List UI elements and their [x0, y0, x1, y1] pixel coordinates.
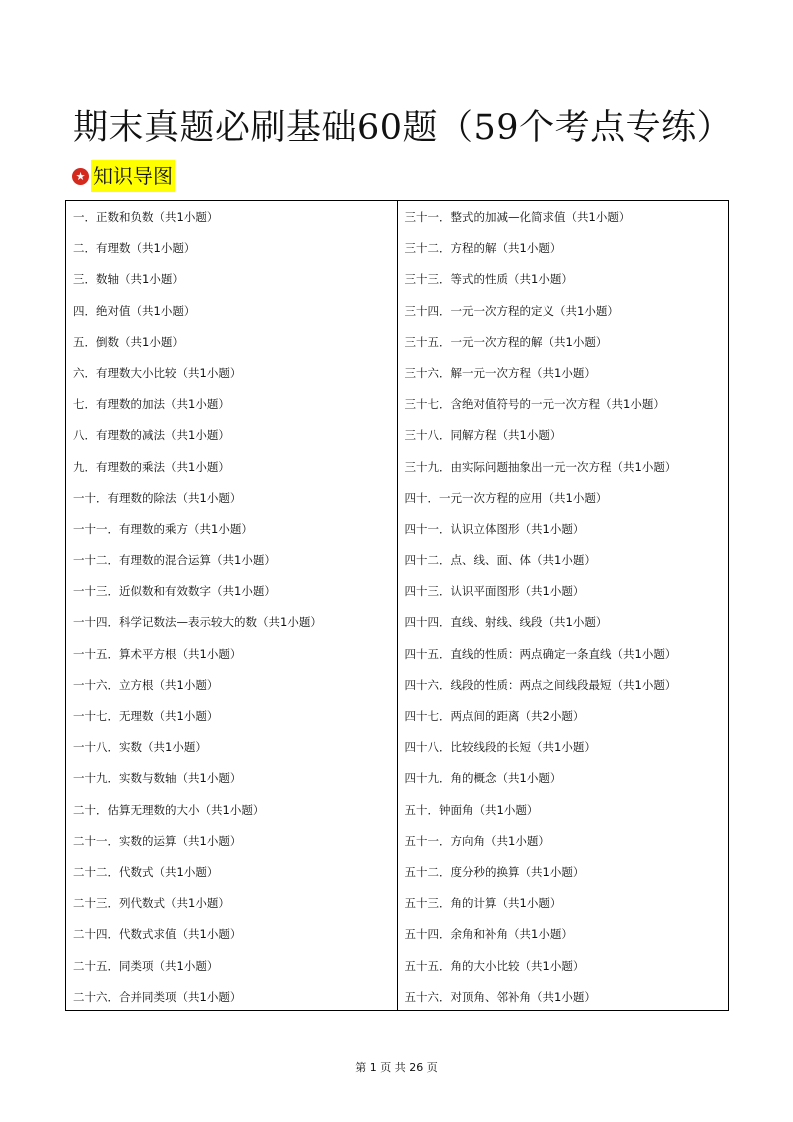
toc-item: 三十四．一元一次方程的定义（共1小题）	[404, 303, 619, 318]
toc-item: 三十九．由实际问题抽象出一元一次方程（共1小题）	[404, 459, 677, 474]
toc-item: 五十二．度分秒的换算（共1小题）	[404, 864, 585, 879]
toc-item: 二十．估算无理数的大小（共1小题）	[73, 802, 265, 817]
section-label: 知识导图	[91, 160, 175, 192]
toc-item: 四十．一元一次方程的应用（共1小题）	[404, 490, 608, 505]
toc-item: 三十五．一元一次方程的解（共1小题）	[404, 334, 608, 349]
toc-column-left	[66, 201, 398, 1010]
star-icon: ★	[72, 168, 89, 185]
toc-item: 五十一．方向角（共1小题）	[404, 833, 550, 848]
toc-column-right	[398, 201, 729, 1010]
toc-item: 四十九．角的概念（共1小题）	[404, 771, 562, 786]
toc-item: 四十五．直线的性质：两点确定一条直线（共1小题）	[404, 646, 677, 661]
page-title: 期末真题必刷基础60题（59个考点专练）	[73, 108, 733, 148]
toc-item: 四十六．线段的性质：两点之间线段最短（共1小题）	[404, 677, 677, 692]
toc-item: 二．有理数（共1小题）	[73, 241, 196, 256]
toc-item: 三．数轴（共1小题）	[73, 272, 184, 287]
section-heading	[72, 160, 175, 192]
toc-item: 四十八．比较线段的长短（共1小题）	[404, 740, 596, 755]
toc-item: 八．有理数的减法（共1小题）	[73, 428, 230, 443]
toc-item: 二十六．合并同类项（共1小题）	[73, 989, 242, 1004]
toc-item: 一十二．有理数的混合运算（共1小题）	[73, 553, 276, 568]
toc-item: 九．有理数的乘法（共1小题）	[73, 459, 230, 474]
toc-item: 三十一．整式的加减—化简求值（共1小题）	[404, 210, 631, 224]
toc-item: 一十一．有理数的乘方（共1小题）	[73, 521, 253, 536]
toc-item: 二十一．实数的运算（共1小题）	[73, 833, 242, 848]
toc-item: 五十．钟面角（共1小题）	[404, 802, 539, 817]
page-footer: 第 1 页 共 26 页	[355, 1061, 438, 1074]
toc-item: 三十三．等式的性质（共1小题）	[404, 272, 573, 287]
toc-item: 一十三．近似数和有效数字（共1小题）	[73, 584, 276, 599]
toc-item: 三十二．方程的解（共1小题）	[404, 241, 562, 256]
toc-item: 七．有理数的加法（共1小题）	[73, 397, 230, 412]
toc-item: 一十八．实数（共1小题）	[73, 740, 207, 755]
toc-item: 二十二．代数式（共1小题）	[73, 864, 219, 879]
toc-item: 五十三．角的计算（共1小题）	[404, 896, 562, 911]
toc-item: 二十五．同类项（共1小题）	[73, 958, 219, 973]
toc-item: 一十五．算术平方根（共1小题）	[73, 646, 242, 661]
toc-item: 三十六．解一元一次方程（共1小题）	[404, 365, 596, 380]
toc-item: 六．有理数大小比较（共1小题）	[73, 365, 242, 380]
toc-table	[65, 200, 729, 1011]
toc-item: 三十七．含绝对值符号的一元一次方程（共1小题）	[404, 397, 665, 412]
toc-item: 二十三．列代数式（共1小题）	[73, 896, 230, 911]
toc-item: 五十五．角的大小比较（共1小题）	[404, 958, 585, 973]
toc-item: 五．倒数（共1小题）	[73, 334, 184, 349]
toc-item: 四十一．认识立体图形（共1小题）	[404, 521, 585, 536]
toc-item: 五十六．对顶角、邻补角（共1小题）	[404, 989, 596, 1004]
toc-item: 一十六．立方根（共1小题）	[73, 677, 219, 692]
toc-item: 四．绝对值（共1小题）	[73, 303, 196, 318]
toc-item: 四十七．两点间的距离（共2小题）	[404, 709, 585, 723]
toc-item: 四十四．直线、射线、线段（共1小题）	[404, 615, 608, 630]
toc-item: 三十八．同解方程（共1小题）	[404, 428, 562, 443]
toc-item: 四十二．点、线、面、体（共1小题）	[404, 553, 596, 568]
toc-item: 一十七．无理数（共1小题）	[73, 709, 219, 723]
toc-item: 一．正数和负数（共1小题）	[73, 210, 219, 224]
toc-item: 一十．有理数的除法（共1小题）	[73, 490, 242, 505]
toc-item: 一十四．科学记数法—表示较大的数（共1小题）	[73, 615, 322, 630]
toc-item: 二十四．代数式求值（共1小题）	[73, 927, 242, 942]
toc-item: 四十三．认识平面图形（共1小题）	[404, 584, 585, 599]
toc-item: 一十九．实数与数轴（共1小题）	[73, 771, 242, 786]
toc-item: 五十四．余角和补角（共1小题）	[404, 927, 573, 942]
